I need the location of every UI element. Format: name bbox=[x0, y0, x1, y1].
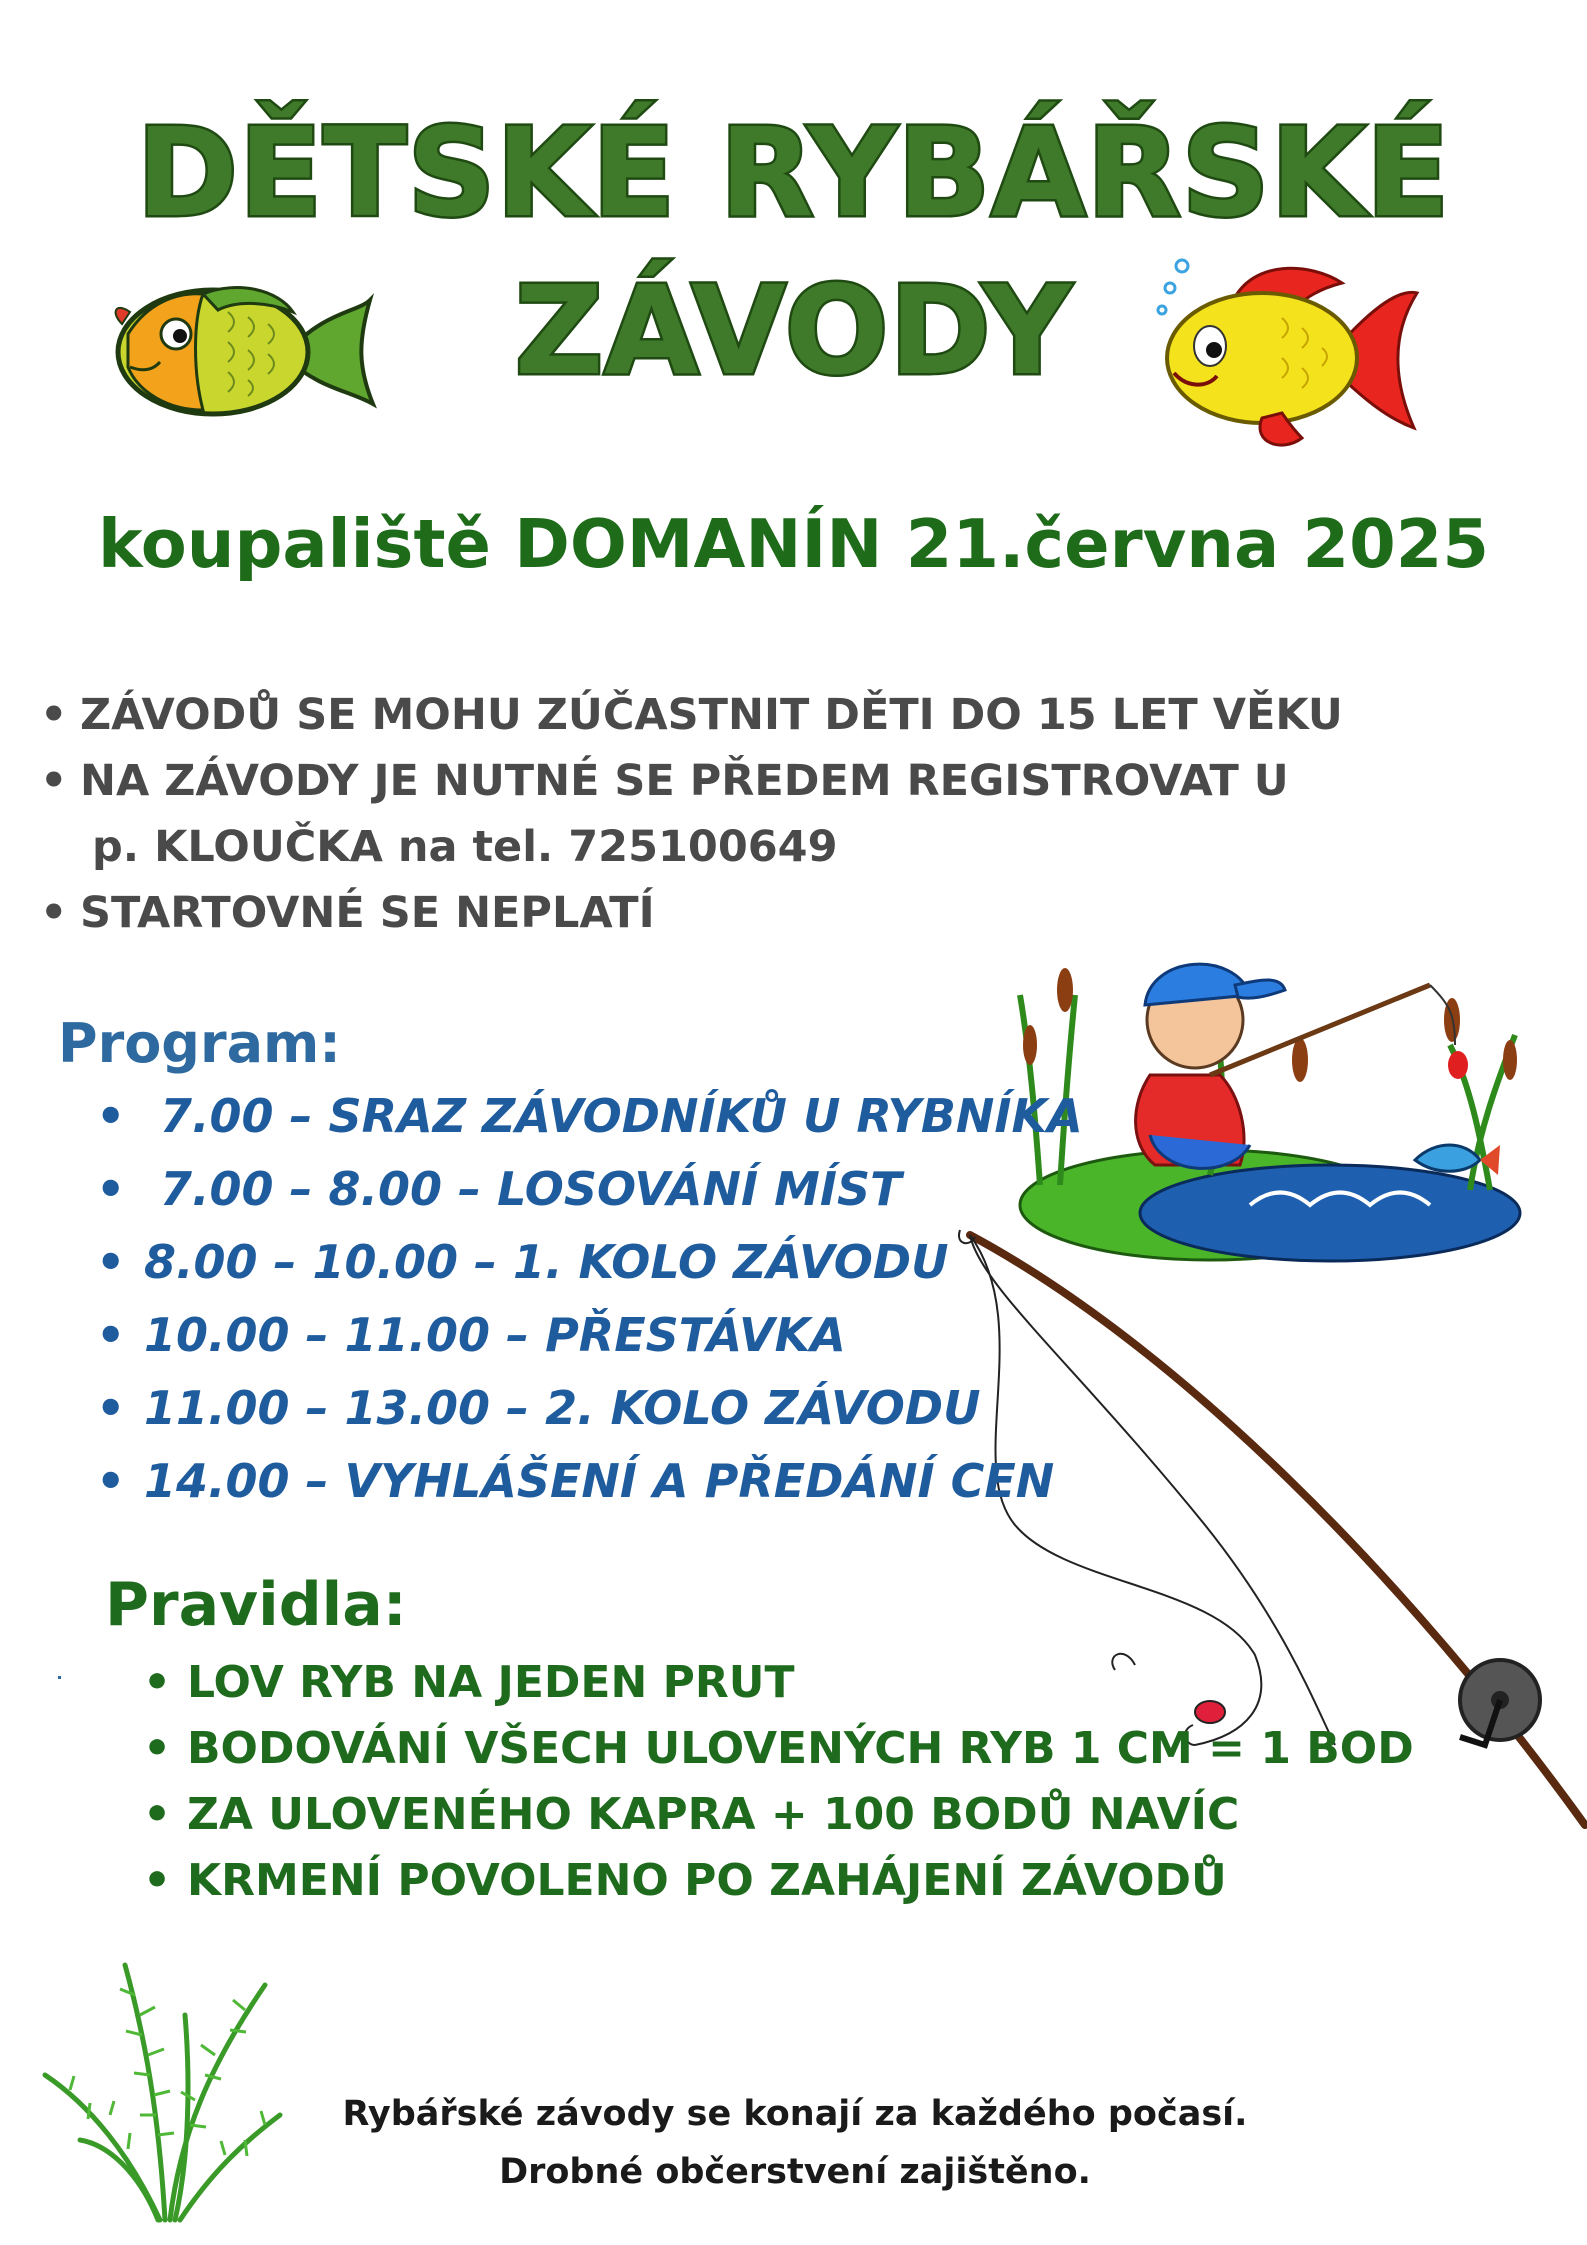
info-item: • ZÁVODŮ SE MOHU ZÚČASTNIT DĚTI DO 15 LET VĚKU bbox=[40, 690, 1343, 740]
waterweed-icon bbox=[40, 1955, 290, 2225]
program-list bbox=[96, 1080, 1083, 1518]
info-list bbox=[40, 682, 1343, 946]
info-item: • STARTOVNÉ SE NEPLATÍ bbox=[40, 888, 655, 938]
program-item: • 7.00 – SRAZ ZÁVODNÍKŮ U RYBNÍKA bbox=[96, 1089, 1083, 1143]
info-item: • NA ZÁVODY JE NUTNÉ SE PŘEDEM REGISTROVAT U bbox=[40, 756, 1289, 806]
fishing-boy-illustration bbox=[1010, 935, 1570, 1270]
poster-title-line-1: DĚTSKÉ RYBÁŘSKÉ bbox=[136, 102, 1451, 244]
program-heading: Program: bbox=[58, 1012, 341, 1075]
footer-line-1: Rybářské závody se konají za každého počasí. bbox=[342, 2094, 1248, 2134]
poster-title-line-2: ZÁVODY bbox=[514, 260, 1073, 402]
footer-note bbox=[300, 2085, 1290, 2201]
program-item: • 10.00 – 11.00 – PŘESTÁVKA bbox=[96, 1308, 846, 1362]
program-item: • 7.00 – 8.00 – LOSOVÁNÍ MÍST bbox=[96, 1162, 902, 1216]
info-item-continuation: p. KLOUČKA na tel. 725100649 bbox=[92, 822, 838, 872]
rules-list bbox=[143, 1650, 1414, 1914]
rules-item: • BODOVÁNÍ VŠECH ULOVENÝCH RYB 1 CM = 1 BOD bbox=[143, 1723, 1414, 1774]
program-item: • 11.00 – 13.00 – 2. KOLO ZÁVODU bbox=[96, 1381, 981, 1435]
rules-item: • ZA ULOVENÉHO KAPRA + 100 BODŮ NAVÍC bbox=[143, 1789, 1240, 1840]
program-item: • 14.00 – VYHLÁŠENÍ A PŘEDÁNÍ CEN bbox=[96, 1454, 1055, 1508]
event-location-date: koupaliště DOMANÍN 21.června 2025 bbox=[97, 505, 1490, 583]
rules-heading: Pravidla: bbox=[105, 1570, 407, 1640]
yellow-fish-icon bbox=[1152, 258, 1422, 458]
rules-item: • LOV RYB NA JEDEN PRUT bbox=[143, 1657, 795, 1708]
green-fish-icon bbox=[108, 272, 378, 432]
rules-item: • KRMENÍ POVOLENO PO ZAHÁJENÍ ZÁVODŮ bbox=[143, 1855, 1227, 1906]
footer-line-2: Drobné občerstvení zajištěno. bbox=[499, 2152, 1091, 2192]
program-item: • 8.00 – 10.00 – 1. KOLO ZÁVODU bbox=[96, 1235, 949, 1289]
stray-dot bbox=[58, 1676, 61, 1679]
